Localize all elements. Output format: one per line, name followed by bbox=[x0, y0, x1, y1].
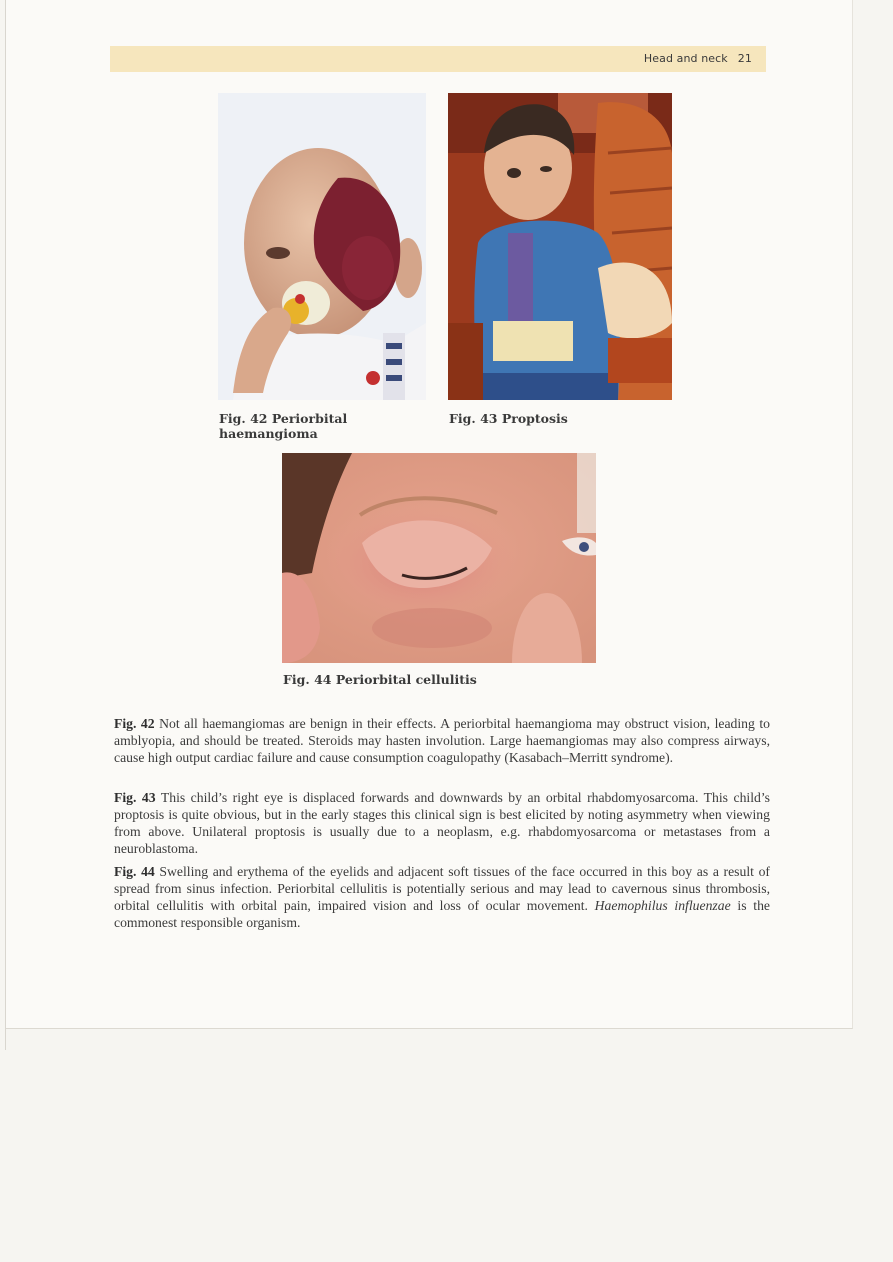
figure-44-photo bbox=[282, 453, 596, 663]
organism-name: Haemophilus influenzae bbox=[594, 898, 731, 913]
figure-44-caption: Fig. 44 Periorbital cellulitis bbox=[283, 672, 477, 687]
running-header bbox=[110, 46, 766, 72]
paragraph-fig-43: Fig. 43 This child’s right eye is displaced forwards and downwards by an orbital rhabdomyosarcoma. This child’s proptosis is quite obvious, but in the early stages this clinical sign is best elicited by noting asymmetry when viewing from above. Unilateral proptosis is usually due to a neoplasm, e.g. rhabdomyosarcoma or metastases from a neuroblastoma. bbox=[114, 790, 770, 856]
paragraph-fig-42: Fig. 42 Not all haemangiomas are benign in their effects. A periorbital haemangioma may obstruct vision, leading to amblyopia, and should be treated. Steroids may hasten involution. Large haemangiomas may also compress airways, cause high output cardiac failure and cause consumption coagulopathy (Kasabach–Merritt syndrome). bbox=[114, 716, 771, 765]
page-number: 21 bbox=[737, 52, 752, 65]
figure-42-photo bbox=[218, 93, 426, 400]
paragraph-fig-44: Fig. 44 Swelling and erythema of the eyelids and adjacent soft tissues of the face occurred in this boy as a result of spread from sinus infection. Periorbital cellulitis is potentially serious and may lead to cavernous sinus thrombosis, orbital cellulitis with orbital pain, impaired vision and loss of ocular movement. Haemophilus influenzae is the commonest responsible organism. bbox=[114, 864, 770, 930]
figure-43-photo bbox=[448, 93, 672, 400]
figure-42-caption: Fig. 42 Periorbital haemangioma bbox=[219, 411, 348, 441]
figure-43-caption: Fig. 43 Proptosis bbox=[449, 411, 568, 426]
header-section-title: Head and neck bbox=[643, 52, 728, 65]
